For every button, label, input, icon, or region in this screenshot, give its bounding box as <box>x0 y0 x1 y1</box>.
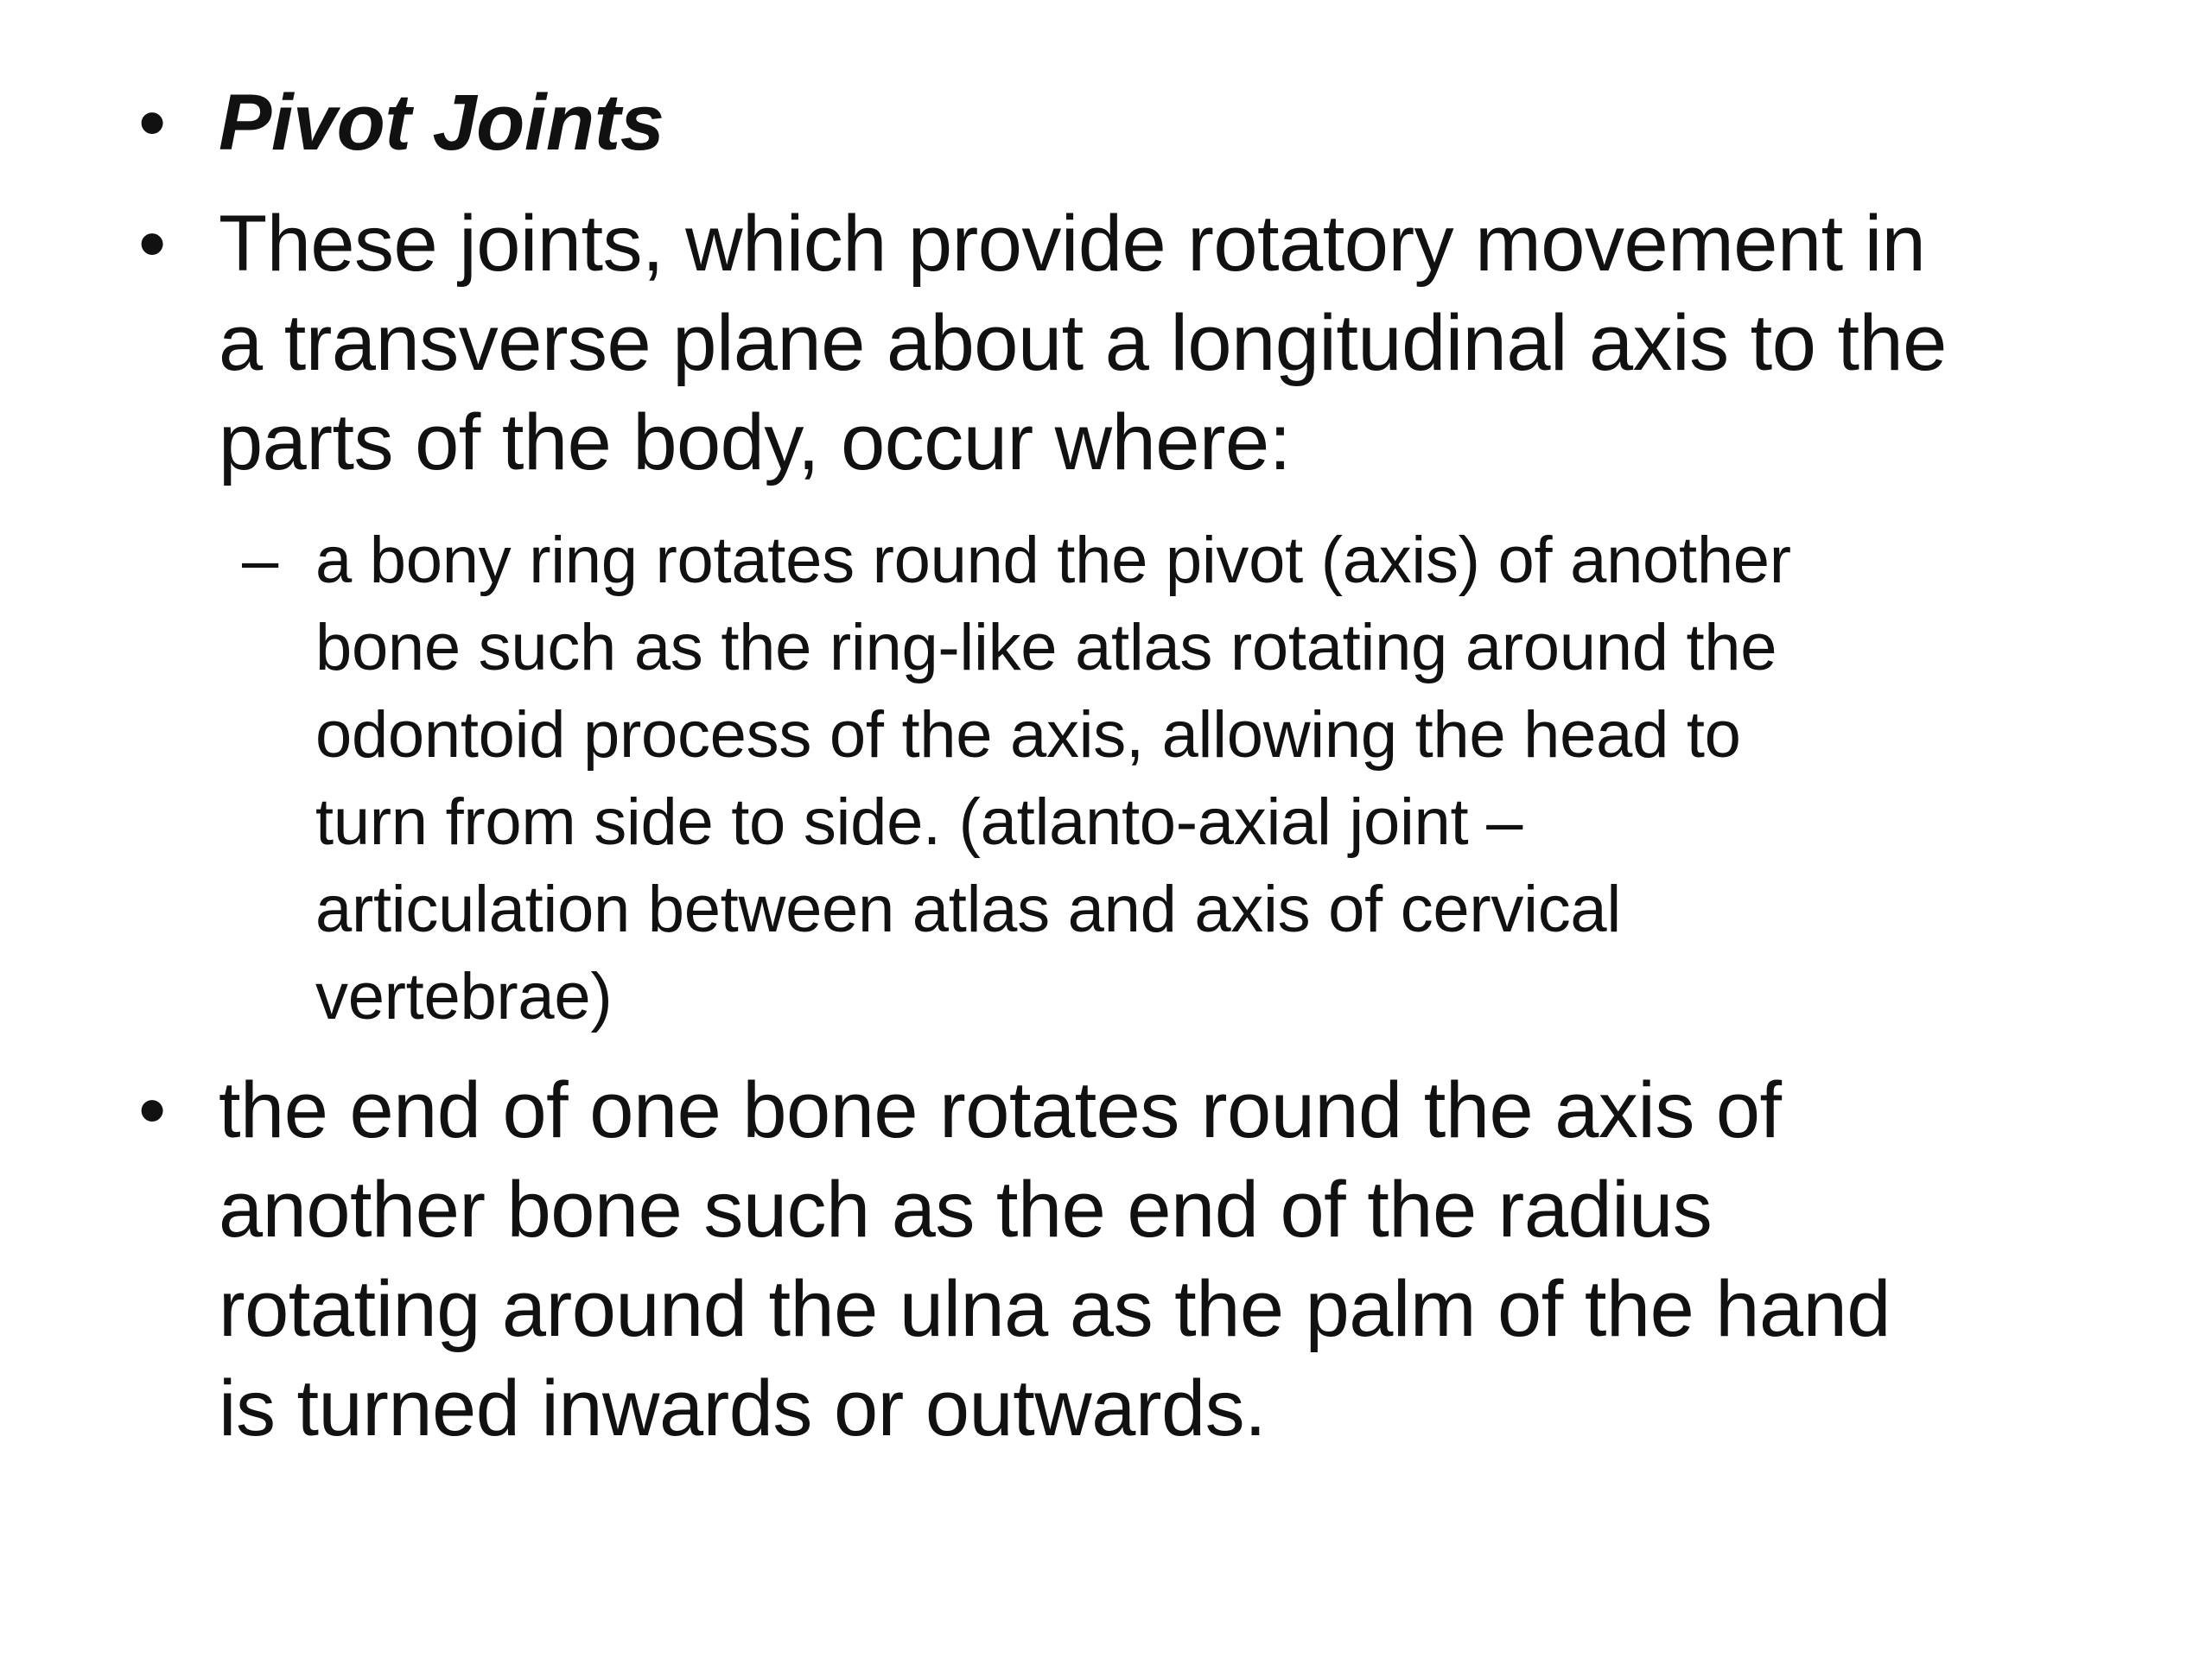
bullet-text <box>219 1061 1891 1459</box>
text-line: a bony ring rotates round the pivot (axis) of another <box>315 524 1791 597</box>
text-line: a transverse plane about a longitudinal axis to the <box>219 299 1947 387</box>
bullet-text <box>219 194 1947 493</box>
text-line: turn from side to side. (atlanto-axial joint – <box>315 785 1523 859</box>
bullet-item-radius <box>138 1061 2126 1467</box>
text-line: is turned inwards or outwards. <box>219 1364 1267 1452</box>
subpoint-text <box>315 517 1791 1040</box>
bullet-icon: • <box>138 79 167 167</box>
bullet-item-rotatory <box>138 194 2126 497</box>
text-line: vertebrae) <box>315 960 613 1033</box>
text-line: rotating around the ulna as the palm of the hand <box>219 1265 1891 1353</box>
text-line: articulation between atlas and axis of cervical <box>315 873 1621 946</box>
bullet-icon: • <box>138 1066 167 1154</box>
subpoint-item-bony-ring <box>242 517 2143 1044</box>
text-line: odontoid process of the axis, allowing the head to <box>315 698 1741 772</box>
bullet-icon: • <box>138 200 167 288</box>
dash-icon: – <box>242 524 279 597</box>
text-line: bone such as the ring-like atlas rotating around the <box>315 611 1777 684</box>
title-bullet-item <box>138 73 2126 177</box>
slide-title: Pivot Joints <box>219 79 664 167</box>
text-line: the end of one bone rotates round the axis of <box>219 1066 1782 1154</box>
text-line: These joints, which provide rotatory movement in <box>219 200 1926 288</box>
text-line: another bone such as the end of the radius <box>219 1166 1713 1254</box>
text-line: parts of the body, occur where: <box>219 398 1291 486</box>
